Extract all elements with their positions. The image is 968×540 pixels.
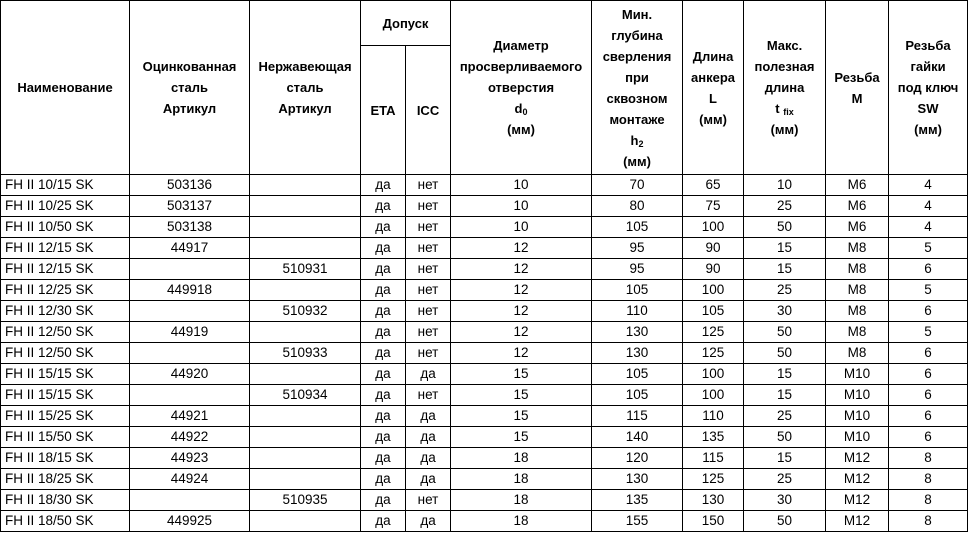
cell-anchor-length: 130 <box>683 490 744 511</box>
cell-icc: да <box>406 406 451 427</box>
cell-thread: M6 <box>826 217 889 238</box>
cell-icc: нет <box>406 280 451 301</box>
cell-diameter: 15 <box>451 364 592 385</box>
cell-max-length: 15 <box>744 448 826 469</box>
col-header-nut-wrench: Резьба гайки под ключ SW (мм) <box>889 1 968 175</box>
cell-anchor-length: 110 <box>683 406 744 427</box>
cell-anchor-length: 75 <box>683 196 744 217</box>
cell-stainless-article <box>250 427 361 448</box>
cell-drill-depth: 120 <box>592 448 683 469</box>
cell-diameter: 12 <box>451 259 592 280</box>
cell-nut-wrench: 4 <box>889 196 968 217</box>
cell-diameter: 18 <box>451 511 592 532</box>
cell-drill-depth: 80 <box>592 196 683 217</box>
cell-icc: нет <box>406 217 451 238</box>
cell-nut-wrench: 5 <box>889 238 968 259</box>
cell-anchor-length: 65 <box>683 175 744 196</box>
cell-stainless-article <box>250 364 361 385</box>
cell-eta: да <box>361 343 406 364</box>
cell-nut-wrench: 6 <box>889 364 968 385</box>
cell-diameter: 10 <box>451 217 592 238</box>
cell-drill-depth: 115 <box>592 406 683 427</box>
cell-thread: M8 <box>826 322 889 343</box>
cell-name: FH II 18/15 SK <box>1 448 130 469</box>
cell-max-length: 25 <box>744 196 826 217</box>
cell-stainless-article <box>250 175 361 196</box>
table-row <box>1 364 968 385</box>
cell-stainless-article <box>250 406 361 427</box>
cell-eta: да <box>361 259 406 280</box>
col-header-eta: ETA <box>361 46 406 175</box>
table-row <box>1 301 968 322</box>
cell-drill-depth: 155 <box>592 511 683 532</box>
table-row <box>1 196 968 217</box>
table-row <box>1 385 968 406</box>
cell-eta: да <box>361 364 406 385</box>
cell-eta: да <box>361 385 406 406</box>
cell-anchor-length: 100 <box>683 280 744 301</box>
cell-nut-wrench: 6 <box>889 301 968 322</box>
cell-nut-wrench: 8 <box>889 448 968 469</box>
cell-name: FH II 12/25 SK <box>1 280 130 301</box>
cell-nut-wrench: 5 <box>889 280 968 301</box>
cell-stainless-article <box>250 280 361 301</box>
cell-diameter: 12 <box>451 301 592 322</box>
cell-diameter: 12 <box>451 322 592 343</box>
cell-nut-wrench: 8 <box>889 511 968 532</box>
cell-stainless-article <box>250 511 361 532</box>
cell-thread: M10 <box>826 406 889 427</box>
cell-eta: да <box>361 427 406 448</box>
cell-max-length: 15 <box>744 238 826 259</box>
cell-thread: M8 <box>826 259 889 280</box>
cell-name: FH II 15/15 SK <box>1 364 130 385</box>
cell-stainless-article <box>250 448 361 469</box>
cell-diameter: 15 <box>451 427 592 448</box>
cell-diameter: 18 <box>451 448 592 469</box>
cell-anchor-length: 90 <box>683 238 744 259</box>
table-row <box>1 427 968 448</box>
cell-drill-depth: 70 <box>592 175 683 196</box>
cell-icc: нет <box>406 196 451 217</box>
col-header-drill-depth: Мин. глубина сверления при сквозном монтаже $h_2$ (мм) <box>592 1 683 175</box>
cell-anchor-length: 90 <box>683 259 744 280</box>
cell-galvanized-article: 503137 <box>130 196 250 217</box>
cell-stainless-article <box>250 322 361 343</box>
cell-name: FH II 10/15 SK <box>1 175 130 196</box>
table-row <box>1 448 968 469</box>
cell-icc: да <box>406 511 451 532</box>
cell-nut-wrench: 6 <box>889 343 968 364</box>
cell-icc: нет <box>406 490 451 511</box>
cell-name: FH II 18/30 SK <box>1 490 130 511</box>
cell-thread: M12 <box>826 448 889 469</box>
cell-anchor-length: 115 <box>683 448 744 469</box>
cell-galvanized-article: 44923 <box>130 448 250 469</box>
cell-eta: да <box>361 322 406 343</box>
table-row <box>1 175 968 196</box>
cell-galvanized-article <box>130 301 250 322</box>
cell-name: FH II 18/50 SK <box>1 511 130 532</box>
cell-max-length: 50 <box>744 322 826 343</box>
col-header-max-length: Макс. полезная длина t $_{fix}$ (мм) <box>744 1 826 175</box>
cell-max-length: 50 <box>744 427 826 448</box>
cell-galvanized-article <box>130 259 250 280</box>
cell-eta: да <box>361 238 406 259</box>
cell-nut-wrench: 6 <box>889 427 968 448</box>
cell-galvanized-article <box>130 490 250 511</box>
cell-anchor-length: 100 <box>683 217 744 238</box>
col-header-galvanized: Оцинкованная сталь Артикул <box>130 1 250 175</box>
cell-thread: M8 <box>826 343 889 364</box>
cell-galvanized-article: 44920 <box>130 364 250 385</box>
cell-galvanized-article: 44919 <box>130 322 250 343</box>
cell-drill-depth: 105 <box>592 364 683 385</box>
col-header-icc: ICC <box>406 46 451 175</box>
cell-drill-depth: 95 <box>592 259 683 280</box>
cell-name: FH II 10/25 SK <box>1 196 130 217</box>
cell-diameter: 10 <box>451 175 592 196</box>
cell-drill-depth: 130 <box>592 469 683 490</box>
cell-nut-wrench: 8 <box>889 490 968 511</box>
cell-diameter: 12 <box>451 280 592 301</box>
cell-anchor-length: 100 <box>683 364 744 385</box>
col-header-stainless: Нержавеющая сталь Артикул <box>250 1 361 175</box>
table-row <box>1 217 968 238</box>
cell-galvanized-article: 503138 <box>130 217 250 238</box>
cell-diameter: 15 <box>451 385 592 406</box>
cell-eta: да <box>361 196 406 217</box>
cell-diameter: 12 <box>451 238 592 259</box>
cell-thread: M12 <box>826 511 889 532</box>
cell-name: FH II 15/15 SK <box>1 385 130 406</box>
cell-galvanized-article: 449918 <box>130 280 250 301</box>
cell-nut-wrench: 6 <box>889 406 968 427</box>
cell-icc: нет <box>406 175 451 196</box>
cell-icc: нет <box>406 238 451 259</box>
cell-stainless-article: 510932 <box>250 301 361 322</box>
cell-thread: M8 <box>826 301 889 322</box>
cell-max-length: 50 <box>744 343 826 364</box>
cell-anchor-length: 125 <box>683 343 744 364</box>
col-header-name: Наименование <box>1 1 130 175</box>
cell-anchor-length: 125 <box>683 469 744 490</box>
cell-icc: да <box>406 427 451 448</box>
cell-max-length: 30 <box>744 301 826 322</box>
cell-drill-depth: 110 <box>592 301 683 322</box>
cell-diameter: 18 <box>451 469 592 490</box>
col-header-anchor-length: Длина анкера L (мм) <box>683 1 744 175</box>
cell-galvanized-article: 44924 <box>130 469 250 490</box>
cell-max-length: 30 <box>744 490 826 511</box>
cell-galvanized-article <box>130 385 250 406</box>
cell-thread: M10 <box>826 427 889 448</box>
cell-eta: да <box>361 448 406 469</box>
cell-drill-depth: 105 <box>592 217 683 238</box>
cell-drill-depth: 105 <box>592 280 683 301</box>
cell-drill-depth: 105 <box>592 385 683 406</box>
cell-thread: M10 <box>826 364 889 385</box>
table-row <box>1 280 968 301</box>
cell-drill-depth: 130 <box>592 322 683 343</box>
cell-thread: M6 <box>826 175 889 196</box>
table-row <box>1 322 968 343</box>
col-header-thread: Резьба M <box>826 1 889 175</box>
cell-thread: M10 <box>826 385 889 406</box>
cell-eta: да <box>361 175 406 196</box>
table-row <box>1 511 968 532</box>
cell-thread: M12 <box>826 490 889 511</box>
cell-anchor-length: 105 <box>683 301 744 322</box>
cell-nut-wrench: 5 <box>889 322 968 343</box>
table-body <box>1 175 968 532</box>
cell-anchor-length: 150 <box>683 511 744 532</box>
cell-galvanized-article: 44921 <box>130 406 250 427</box>
cell-nut-wrench: 6 <box>889 385 968 406</box>
cell-stainless-article <box>250 469 361 490</box>
cell-drill-depth: 140 <box>592 427 683 448</box>
cell-anchor-length: 135 <box>683 427 744 448</box>
cell-name: FH II 12/15 SK <box>1 238 130 259</box>
cell-eta: да <box>361 301 406 322</box>
cell-name: FH II 12/15 SK <box>1 259 130 280</box>
cell-diameter: 10 <box>451 196 592 217</box>
col-header-approval: Допуск <box>361 1 451 46</box>
cell-name: FH II 15/25 SK <box>1 406 130 427</box>
cell-max-length: 50 <box>744 217 826 238</box>
cell-galvanized-article: 503136 <box>130 175 250 196</box>
cell-max-length: 15 <box>744 364 826 385</box>
cell-diameter: 15 <box>451 406 592 427</box>
cell-stainless-article <box>250 196 361 217</box>
cell-anchor-length: 125 <box>683 322 744 343</box>
cell-name: FH II 10/50 SK <box>1 217 130 238</box>
cell-icc: нет <box>406 301 451 322</box>
cell-icc: да <box>406 448 451 469</box>
cell-name: FH II 18/25 SK <box>1 469 130 490</box>
cell-eta: да <box>361 490 406 511</box>
cell-nut-wrench: 4 <box>889 217 968 238</box>
cell-eta: да <box>361 406 406 427</box>
cell-stainless-article <box>250 217 361 238</box>
cell-icc: нет <box>406 385 451 406</box>
cell-max-length: 25 <box>744 406 826 427</box>
cell-name: FH II 12/50 SK <box>1 322 130 343</box>
cell-drill-depth: 130 <box>592 343 683 364</box>
cell-eta: да <box>361 469 406 490</box>
cell-drill-depth: 95 <box>592 238 683 259</box>
cell-galvanized-article: 449925 <box>130 511 250 532</box>
cell-nut-wrench: 4 <box>889 175 968 196</box>
cell-icc: да <box>406 364 451 385</box>
table-row <box>1 490 968 511</box>
table-row <box>1 343 968 364</box>
cell-eta: да <box>361 217 406 238</box>
cell-galvanized-article <box>130 343 250 364</box>
cell-diameter: 12 <box>451 343 592 364</box>
cell-icc: нет <box>406 343 451 364</box>
cell-thread: M6 <box>826 196 889 217</box>
cell-max-length: 15 <box>744 259 826 280</box>
cell-name: FH II 12/30 SK <box>1 301 130 322</box>
cell-anchor-length: 100 <box>683 385 744 406</box>
cell-max-length: 50 <box>744 511 826 532</box>
cell-max-length: 25 <box>744 469 826 490</box>
cell-max-length: 10 <box>744 175 826 196</box>
cell-icc: нет <box>406 322 451 343</box>
cell-icc: да <box>406 469 451 490</box>
cell-eta: да <box>361 280 406 301</box>
cell-max-length: 15 <box>744 385 826 406</box>
cell-stainless-article: 510933 <box>250 343 361 364</box>
cell-name: FH II 15/50 SK <box>1 427 130 448</box>
cell-thread: M12 <box>826 469 889 490</box>
cell-thread: M8 <box>826 238 889 259</box>
cell-stainless-article: 510935 <box>250 490 361 511</box>
col-header-diameter: Диаметр просверливаемого отверстия $d_0$ (мм) <box>451 1 592 175</box>
cell-name: FH II 12/50 SK <box>1 343 130 364</box>
cell-eta: да <box>361 511 406 532</box>
table-row <box>1 238 968 259</box>
table-row <box>1 259 968 280</box>
cell-stainless-article: 510934 <box>250 385 361 406</box>
cell-stainless-article <box>250 238 361 259</box>
cell-galvanized-article: 44922 <box>130 427 250 448</box>
cell-nut-wrench: 6 <box>889 259 968 280</box>
cell-diameter: 18 <box>451 490 592 511</box>
cell-drill-depth: 135 <box>592 490 683 511</box>
table-row <box>1 469 968 490</box>
cell-thread: M8 <box>826 280 889 301</box>
cell-galvanized-article: 44917 <box>130 238 250 259</box>
cell-stainless-article: 510931 <box>250 259 361 280</box>
cell-icc: нет <box>406 259 451 280</box>
table-row <box>1 406 968 427</box>
cell-max-length: 25 <box>744 280 826 301</box>
cell-nut-wrench: 8 <box>889 469 968 490</box>
